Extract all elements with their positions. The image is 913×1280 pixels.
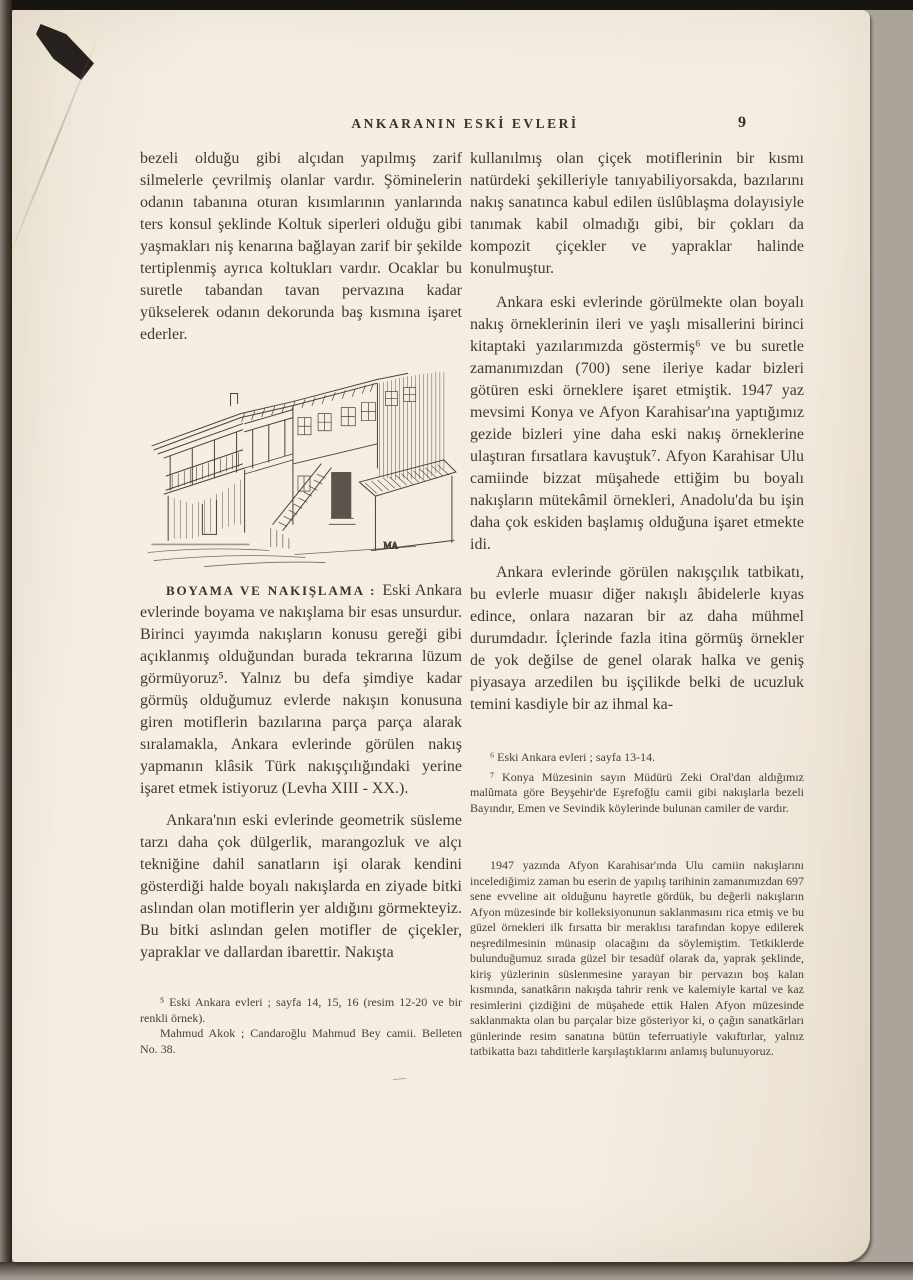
sketch-stairs [271,464,331,549]
paper-crease [4,34,100,267]
footnote-7: ⁷ Konya Müzesinin sayın Müdürü Zeki Oral'dan aldığımız malûmata göre Beyşehir'de Eşrefoğlu camii gibi nakışlarla bezeli Bayındır, Emen ve Sevindik köylerinde bulunan camiler de vardır. [470,769,804,815]
right-paragraph-1: kullanılmış olan çiçek motiflerinin bir kısmı natürdeki şekilleriyle tanıyabiliyorsakda, bazılarını nakış sanatınca kabul edilen üslûblaşma dolayısiyle tanımak kabil olmadığı gibi, bir çokları da kompozit çiçekler ve yapraklar halinde konulmuştur. [470,150,804,277]
sketch-main-block [293,383,378,524]
sketch-door [331,472,351,518]
artist-signature: MA [383,540,399,551]
scanner-top-edge [0,0,913,10]
left-paragraph-2-text: Eski Ankara evlerinde boyama ve nakışlama bir esas unsurdur. Birinci yayımda nakışların konusu gereği gibi açıklanmış olduğundan burada tekrarına lüzum görmüyoruz⁵. Yalnız bu defa şimdiye kadar görmüş olduğumuz evlerde nakışın konusuna giren motiflerin bazılarına parça parça alarak sıralamakla, Ankara evlerinde görülen nakış yapmanın klâsik Türk nakışçılığındaki yerine işaret etmek istiyoruz (Levha XIII - XX.). [140,582,462,797]
footnote-6: ⁶ Eski Ankara evleri ; sayfa 13-14. [490,750,656,764]
footnote-5: ⁵ Eski Ankara evleri ; sayfa 14, 15, 16 (resim 12-20 ve bir renkli örnek). [140,995,462,1025]
right-paragraph-3: Ankara evlerinde görülen nakışçılık tatbikatı, bu evlerle muasır diğer nakışlı âbidelerle kıyas edince, onlara nazaran bir az daha mühmel durumdadır. İçlerinde fazla itina görmüş örnekler de yok değilse de genel olarak halka ve geniş piyasaya arzedilen bu işçilikde belki de ucuzluk temini kasdiyle bir az ihmal ka- [470,564,804,713]
left-paragraph-2 [140,580,462,800]
running-head-title: ANKARANIN ESKİ EVLERİ [351,116,579,131]
corner-fold-mark [36,24,94,80]
page-stack-edge [870,16,888,1256]
sketch-balcony [158,410,293,541]
footnote-5b: Mahmud Akok ; Candaroğlu Mahmud Bey camii. Belleten No. 38. [140,1026,462,1056]
house-sketch [144,370,466,574]
book-spine-edge [0,0,12,1280]
house-sketch-figure [144,370,466,574]
section-heading: BOYAMA VE NAKIŞLAMA : [166,583,377,598]
page-number: 9 [738,114,746,131]
book-page [12,10,870,1262]
page-bottom-edge [0,1262,913,1280]
stray-dash-mark: — [392,1069,407,1086]
left-footnotes [140,995,462,1057]
right-paragraph-2: Ankara eski evlerinde görülmekte olan boyalı nakış örneklerinin ileri ve yaşlı misallerini birinci kitaptaki yazılarımızda göstermiş⁶ ve bu suretle zamanımızdan (700) sene ileriye kadar bizleri götüren eski örneklere işaret etmiştik. 1947 yaz mevsimi Konya ve Afyon Karahisar'ına yaptığımız gezide bizleri yine daha eski nakış örneklerine ulaştıran fırsatlara kavuştuk⁷. Afyon Karahisar Ulu camiinde bizzat müşahede ettiğim bu boyalı nakışların mütekâmil örnekleri, Anadolu'da bu işin daha çok eskiden başlamış olduğuna işaret etmekte idi. [470,294,804,553]
left-paragraph-3: Ankara'nın eski evlerinde geometrik süsleme tarzı daha çok dülgerlik, marangozluk ve alçı tekniğine dahil sanatların işi olarak kendini gösterdiği halde boyalı nakışlarda en ziyade bitki aslından olan motiflerin yer aldığını görmekteyiz. Bu bitki aslından gelen motifler de çiçekler, yapraklar ve dallardan ibarettir. Nakışta [140,812,462,961]
right-footnotes [470,750,804,816]
sketch-right-wing [379,372,443,480]
sketch-chimney [231,394,238,406]
footnote-1947: 1947 yazında Afyon Karahisar'ında Ulu camiin nakışlarını incelediğimiz zaman bu eserin de yapılış tarihinin zamanımızdan 697 sene evveline ait olduğunu hayretle gördük, bu değerli nakışların Afyon müzesinde bir kolleksiyonunun saklanmasını rica etmiş ve bu güzel örnekleri ilk fırsatta bir meraklısı tarafından kopye edilerek neşredilmesinin münasip olacağını da söylemiştim. Tetkiklerde bulunduğumuz sırada güzel bir tesadüf olarak da, yaprak şeklinde, kiriş yüzlerinin süslenmesine yarayan bir pervazın boş kalan kısmında, sanatkârın nakışda tahrir renk ve kalemiyle kartal ve kaz resimlerini çizdiğini de müşahede ettik Halen Afyon müzesinde saklanmakta olan bu parçalar bize gösteriyor ki, o çağın sanatkârları günlerinde resim sanatına bütün teferruatiyle vakıftırlar, yalnız tatbikatta bazı tahditlerle karşılaştıklarını anlamış bulunuyoruz. [470,858,804,1058]
left-paragraph-1: bezeli olduğu gibi alçıdan yapılmış zarif silmelerle çevrilmiş olanlar vardır. Şöminelerin odanın tabanına oturan kısımlarının yanlarında ters konsul şeklinde Koltuk siperleri olduğu gibi yaşmakları niş kenarına bağlayan zarif bir şekilde tertiplenmiş ayrıca koltukları vardır. Ocaklar bu suretle tabandan tavan pervazına kadar yükselerek odanın dekorunda baş kısmına işaret ederler. [140,150,462,343]
